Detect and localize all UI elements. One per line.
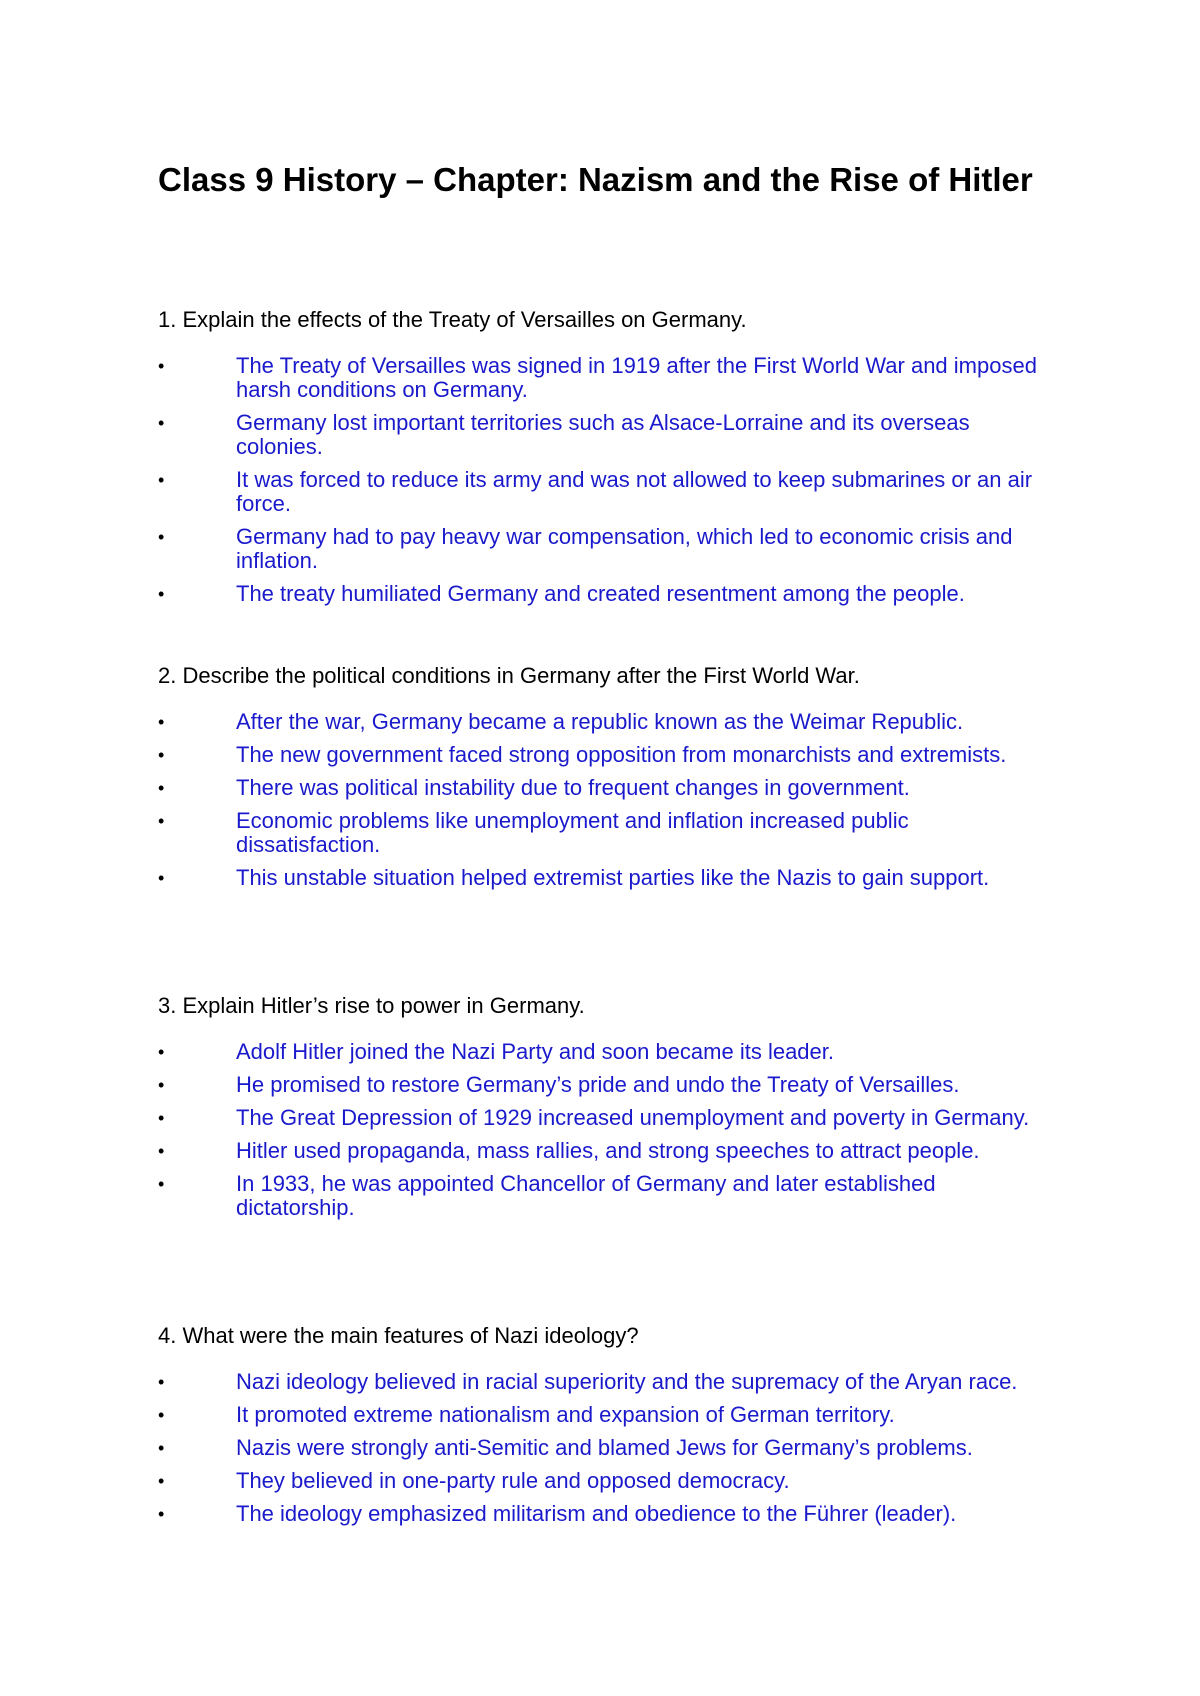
answer-item xyxy=(158,866,1058,890)
question-text: 2. Describe the political conditions in Germany after the First World War. xyxy=(158,663,860,688)
answer-item xyxy=(158,1073,1058,1097)
answer-item xyxy=(158,1403,1058,1427)
answer-item xyxy=(158,1139,1058,1163)
answer-text: They believed in one-party rule and opposed democracy. xyxy=(236,1468,790,1493)
bullet-icon: • xyxy=(158,1372,165,1392)
question-section-4 xyxy=(158,1322,1058,1535)
answer-text: The Great Depression of 1929 increased unemployment and poverty in Germany. xyxy=(236,1105,1030,1130)
answer-text: The new government faced strong opposition from monarchists and extremists. xyxy=(236,742,1007,767)
answer-item xyxy=(158,776,1058,800)
answer-text: After the war, Germany became a republic known as the Weimar Republic. xyxy=(236,709,964,734)
question-text: 1. Explain the effects of the Treaty of Versailles on Germany. xyxy=(158,307,747,332)
bullet-icon: • xyxy=(158,1141,165,1161)
answer-list xyxy=(158,1370,1058,1526)
answer-item xyxy=(158,1436,1058,1460)
answer-text: Nazis were strongly anti-Semitic and blamed Jews for Germany’s problems. xyxy=(236,1435,973,1460)
answer-item xyxy=(158,743,1058,767)
bullet-icon: • xyxy=(158,1504,165,1524)
bullet-icon: • xyxy=(158,712,165,732)
bullet-icon: • xyxy=(158,1438,165,1458)
question-text: 3. Explain Hitler’s rise to power in Germany. xyxy=(158,993,585,1018)
answer-text: Germany had to pay heavy war compensation, which led to economic crisis and inflation. xyxy=(236,524,1013,573)
bullet-icon: • xyxy=(158,527,165,547)
answer-list xyxy=(158,1040,1058,1220)
answer-list xyxy=(158,710,1058,890)
answer-item xyxy=(158,411,1058,459)
answer-item xyxy=(158,1040,1058,1064)
bullet-icon: • xyxy=(158,1174,165,1194)
answer-item xyxy=(158,1469,1058,1493)
answer-text: It was forced to reduce its army and was not allowed to keep submarines or an air force. xyxy=(236,467,1033,516)
answer-text: There was political instability due to frequent changes in government. xyxy=(236,775,910,800)
answer-item xyxy=(158,468,1058,516)
answer-text: In 1933, he was appointed Chancellor of Germany and later established dictatorship. xyxy=(236,1171,936,1220)
answer-text: This unstable situation helped extremist parties like the Nazis to gain support. xyxy=(236,865,990,890)
bullet-icon: • xyxy=(158,745,165,765)
answer-item xyxy=(158,1370,1058,1394)
answer-text: Hitler used propaganda, mass rallies, and strong speeches to attract people. xyxy=(236,1138,980,1163)
bullet-icon: • xyxy=(158,584,165,604)
answer-text: Germany lost important territories such as Alsace-Lorraine and its overseas colonies. xyxy=(236,410,970,459)
answer-item xyxy=(158,525,1058,573)
question-section-2 xyxy=(158,662,1058,899)
bullet-icon: • xyxy=(158,1108,165,1128)
answer-item xyxy=(158,1172,1058,1220)
bullet-icon: • xyxy=(158,811,165,831)
answer-text: The ideology emphasized militarism and obedience to the Führer (leader). xyxy=(236,1501,957,1526)
answer-item xyxy=(158,582,1058,606)
answer-item xyxy=(158,1502,1058,1526)
answer-text: The Treaty of Versailles was signed in 1919 after the First World War and imposed harsh conditions on Germany. xyxy=(236,353,1037,402)
answer-text: Economic problems like unemployment and inflation increased public dissatisfaction. xyxy=(236,808,909,857)
bullet-icon: • xyxy=(158,356,165,376)
bullet-icon: • xyxy=(158,1405,165,1425)
answer-text: The treaty humiliated Germany and created resentment among the people. xyxy=(236,581,965,606)
page-title: Class 9 History – Chapter: Nazism and the Rise of Hitler xyxy=(158,161,1033,198)
answer-item xyxy=(158,1106,1058,1130)
bullet-icon: • xyxy=(158,868,165,888)
bullet-icon: • xyxy=(158,1075,165,1095)
bullet-icon: • xyxy=(158,470,165,490)
question-text: 4. What were the main features of Nazi ideology? xyxy=(158,1323,639,1348)
question-section-1 xyxy=(158,306,1058,615)
answer-text: It promoted extreme nationalism and expansion of German territory. xyxy=(236,1402,895,1427)
bullet-icon: • xyxy=(158,1042,165,1062)
bullet-icon: • xyxy=(158,1471,165,1491)
answer-item xyxy=(158,809,1058,857)
bullet-icon: • xyxy=(158,778,165,798)
bullet-icon: • xyxy=(158,413,165,433)
answer-item xyxy=(158,354,1058,402)
answer-list xyxy=(158,354,1058,606)
question-section-3 xyxy=(158,992,1058,1229)
answer-text: Adolf Hitler joined the Nazi Party and soon became its leader. xyxy=(236,1039,834,1064)
answer-text: Nazi ideology believed in racial superiority and the supremacy of the Aryan race. xyxy=(236,1369,1018,1394)
answer-item xyxy=(158,710,1058,734)
answer-text: He promised to restore Germany’s pride and undo the Treaty of Versailles. xyxy=(236,1072,960,1097)
